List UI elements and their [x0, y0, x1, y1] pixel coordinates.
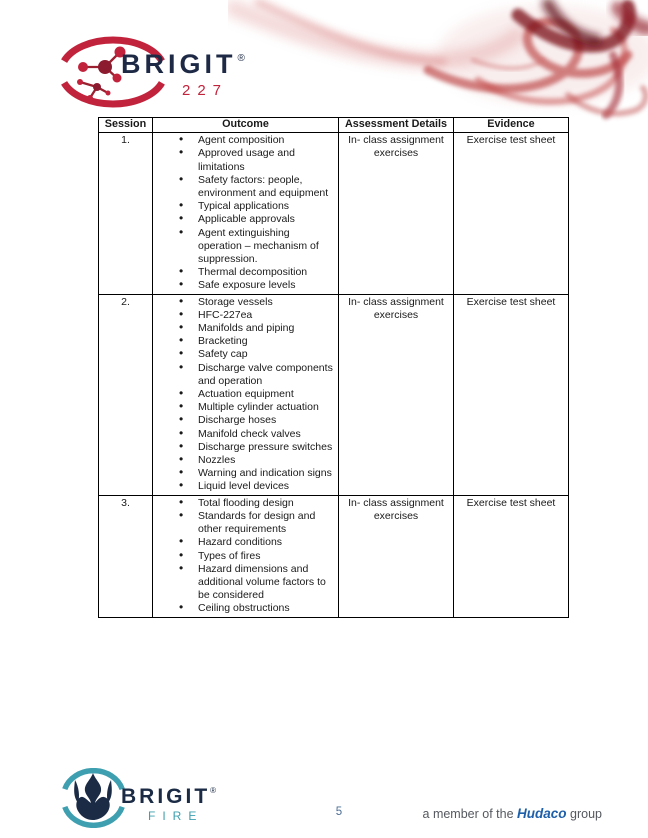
flame-icon: [60, 768, 128, 828]
evidence-cell: Exercise test sheet: [454, 495, 569, 617]
table-row: [99, 294, 569, 495]
outcome-list: [153, 497, 338, 616]
outcome-item: • Agent extinguishing operation – mechanism of suppression.: [198, 227, 333, 267]
evidence-cell: Exercise test sheet: [454, 294, 569, 495]
column-header-evidence: Evidence: [454, 118, 569, 133]
assessment-cell: In- class assignment exercises: [339, 294, 454, 495]
outcome-list: [153, 296, 338, 494]
outcome-item: • Discharge hoses: [198, 414, 333, 427]
outcome-item: • HFC-227ea: [198, 309, 333, 322]
membership-prefix: a member of the: [422, 807, 514, 821]
column-header-session: Session: [99, 118, 153, 133]
outcome-item: • Applicable approvals: [198, 213, 333, 226]
outcomes-table: [98, 117, 569, 618]
outcome-item: • Total flooding design: [198, 497, 333, 510]
brigit-fire-logo: [60, 768, 128, 833]
footer-division-name: FIRE: [148, 809, 204, 823]
table-header-row: [99, 118, 569, 133]
outcome-item: • Thermal decomposition: [198, 266, 333, 279]
outcome-item: • Approved usage and limitations: [198, 147, 333, 173]
outcome-item: • Bracketing: [198, 335, 333, 348]
product-number: 227: [182, 82, 229, 99]
membership-suffix: group: [570, 807, 602, 821]
outcome-item: • Safety factors: people, environment and equipment: [198, 174, 333, 200]
outcome-item: • Manifolds and piping: [198, 322, 333, 335]
assessment-cell: In- class assignment exercises: [339, 133, 454, 294]
outcome-list: [153, 134, 338, 292]
table-row: [99, 495, 569, 617]
outcome-cell: [153, 294, 339, 495]
outcome-item: • Discharge pressure switches: [198, 441, 333, 454]
outcome-item: • Safety cap: [198, 348, 333, 361]
footer-brand-name: BRIGIT: [121, 785, 211, 808]
membership-line: [423, 806, 602, 821]
page-number: 5: [335, 806, 343, 818]
outcome-item: • Liquid level devices: [198, 480, 333, 493]
outcome-item: • Safe exposure levels: [198, 279, 333, 292]
outcome-item: • Nozzles: [198, 454, 333, 467]
footer-brand-line: [121, 785, 216, 809]
outcome-item: • Actuation equipment: [198, 388, 333, 401]
hudaco-brand: Hudaco: [517, 806, 567, 821]
outcome-item: • Hazard conditions: [198, 536, 333, 549]
outcome-item: • Warning and indication signs: [198, 467, 333, 480]
outcome-cell: [153, 495, 339, 617]
outcome-item: • Discharge valve components and operation: [198, 362, 333, 388]
outcome-item: • Storage vessels: [198, 296, 333, 309]
column-header-assessment: Assessment Details: [339, 118, 454, 133]
outcome-item: • Standards for design and other requirements: [198, 510, 333, 536]
outcome-cell: [153, 133, 339, 294]
assessment-cell: In- class assignment exercises: [339, 495, 454, 617]
outcome-item: • Manifold check valves: [198, 428, 333, 441]
session-cell: 3.: [99, 495, 153, 617]
outcome-item: • Typical applications: [198, 200, 333, 213]
registered-mark: ®: [237, 53, 245, 64]
session-cell: 1.: [99, 133, 153, 294]
outcome-item: • Multiple cylinder actuation: [198, 401, 333, 414]
brigit-227-logo: [55, 35, 295, 109]
session-cell: 2.: [99, 294, 153, 495]
outcome-item: • Agent composition: [198, 134, 333, 147]
column-header-outcome: Outcome: [153, 118, 339, 133]
outcome-item: • Ceiling obstructions: [198, 602, 333, 615]
footer-registered-mark: ®: [210, 786, 217, 795]
outcome-item: • Hazard dimensions and additional volume factors to be considered: [198, 563, 333, 603]
table-row: [99, 133, 569, 294]
brand-name: BRIGIT: [121, 49, 237, 79]
evidence-cell: Exercise test sheet: [454, 133, 569, 294]
outcome-item: • Types of fires: [198, 550, 333, 563]
